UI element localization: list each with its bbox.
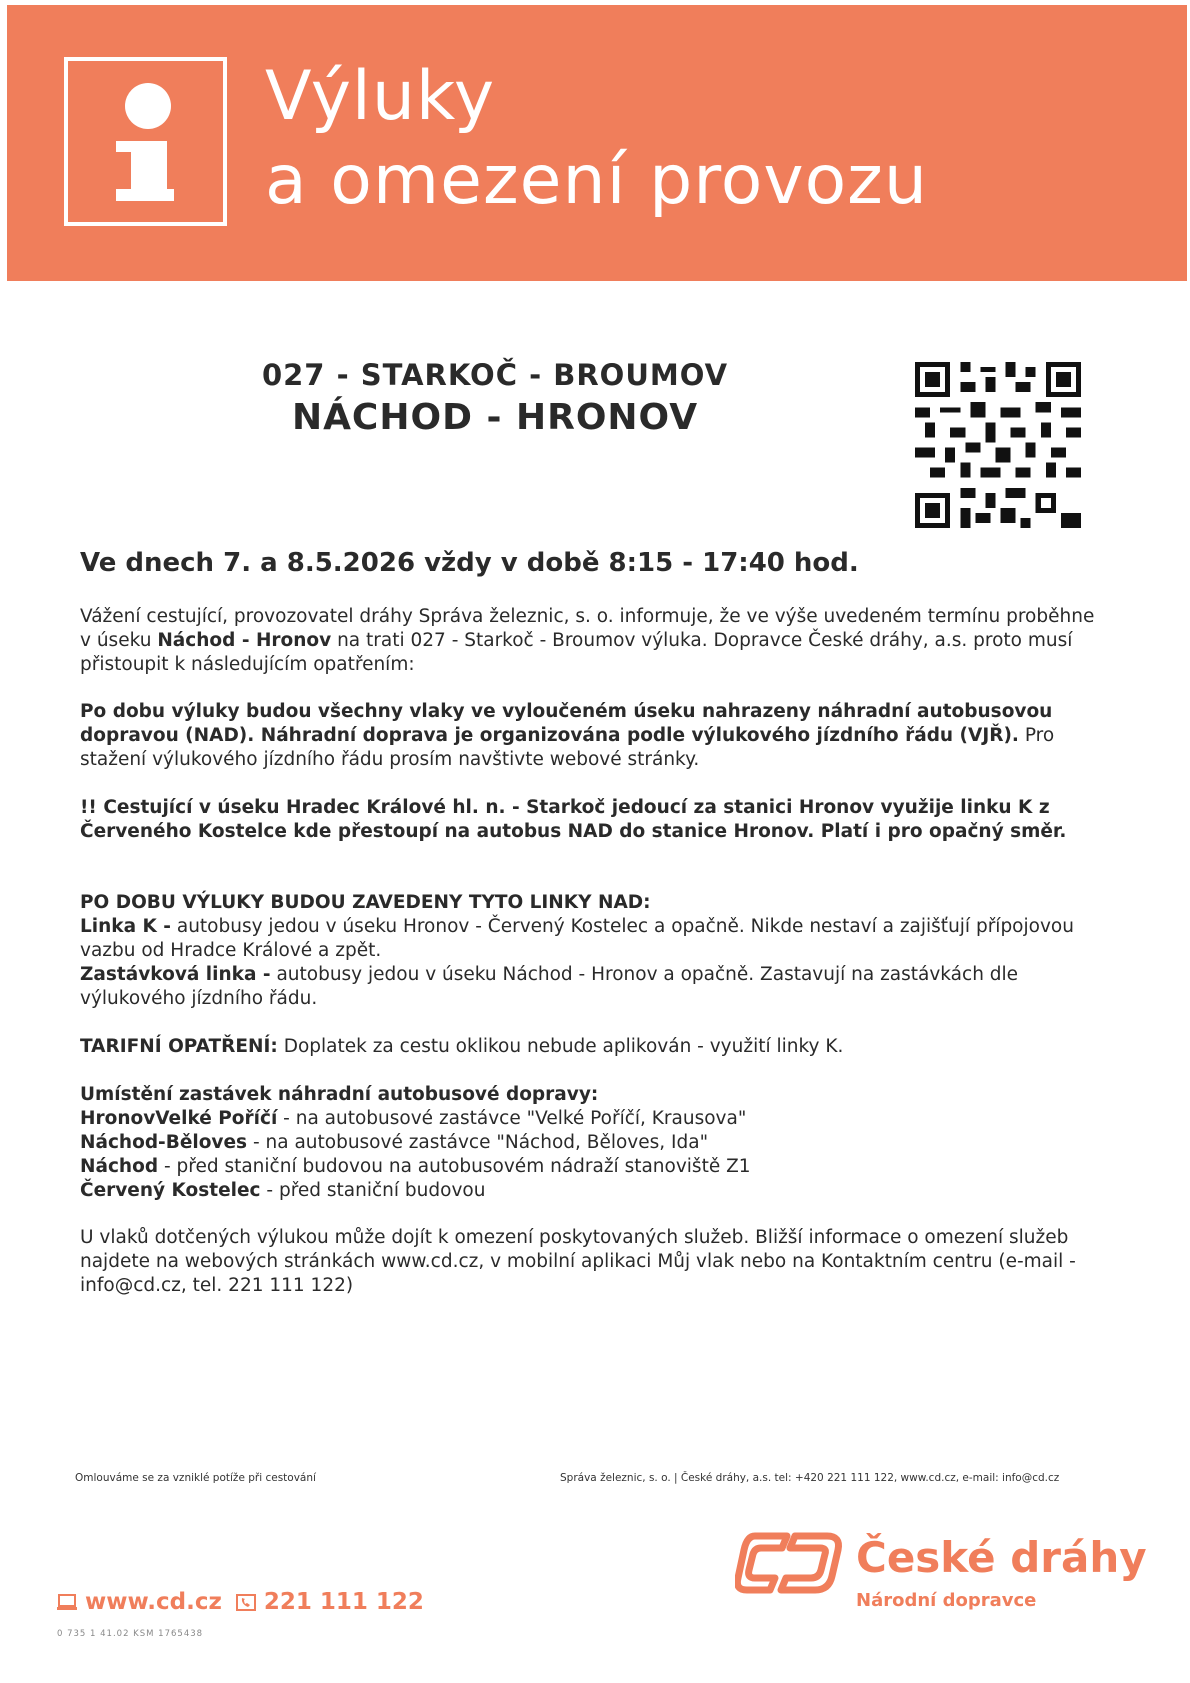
- list-item: [80, 1131, 1110, 1155]
- stop-location: - na autobusové zastávce "Velké Poříčí, Krausova": [277, 1108, 747, 1129]
- info-icon: [64, 57, 227, 226]
- line-k-text: autobusy jedou v úseku Hronov - Červený Kostelec a opačně. Nikde nestaví a zajišťují přípojovou vazbu od Hradce Králové a zpět.: [80, 916, 1074, 961]
- outage-dates: Ve dnech 7. a 8.5.2026 vždy v době 8:15 - 17:40 hod.: [80, 548, 859, 578]
- stop-location: - na autobusové zastávce "Náchod, Běloves, Ida": [247, 1132, 709, 1153]
- computer-icon: [57, 1594, 77, 1611]
- stop-name: Červený Kostelec: [80, 1180, 261, 1201]
- intro-text-1: Vážení cestující, provozovatel dráhy Správa železnic, s. o. informuje, že ve výše uvedeném termínu proběhne v úseku: [80, 606, 1095, 651]
- lines-section: [80, 891, 1110, 1011]
- website-link[interactable]: www.cd.cz: [85, 1589, 222, 1615]
- stops-section: [80, 1083, 1110, 1203]
- tariff-paragraph: [80, 1035, 1110, 1059]
- phone-icon: [236, 1594, 256, 1611]
- list-item: [80, 1107, 1110, 1131]
- brand-subtitle: Národní dopravce: [856, 1590, 1037, 1611]
- stop-location: - před staniční budovou na autobusovém nádraží stanoviště Z1: [158, 1156, 751, 1177]
- warning-paragraph: !! Cestující v úseku Hradec Králové hl. n. - Starkoč jedoucí za stanici Hronov využije linku K z Červeného Kostelce kde přestoupí na autobus NAD do stanice Hronov. Platí i pro opačný směr.: [80, 797, 1067, 842]
- document-code: 0 735 1 41.02 KSM 1765438: [57, 1629, 204, 1639]
- intro-paragraph: [80, 605, 1110, 677]
- title-line-1: Výluky: [265, 57, 496, 136]
- intro-text-2: na trati 027 - Starkoč - Broumov výluka. Dopravce České dráhy, a.s. proto musí přistoupit k následujícím opatřením:: [80, 630, 1073, 675]
- phone-number[interactable]: 221 111 122: [263, 1589, 424, 1615]
- apology-note: Omlouváme se za vzniklé potíže při cestování: [75, 1472, 316, 1484]
- title-line-2: a omezení provozu: [265, 141, 928, 220]
- intro-section: Náchod - Hronov: [157, 630, 332, 651]
- contact-bar: [57, 1589, 424, 1615]
- qr-code[interactable]: [915, 362, 1081, 528]
- footer-contacts: Správa železnic, s. o. | České dráhy, a.s. tel: +420 221 111 122, www.cd.cz, e-mail: info@cd.cz: [560, 1472, 1060, 1484]
- line-z-label: Zastávková linka -: [80, 964, 271, 985]
- stop-name: Náchod-Běloves: [80, 1132, 248, 1153]
- line-z-text: autobusy jedou v úseku Náchod - Hronov a opačně. Zastavují na zastávkách dle výlukového jízdního řádu.: [80, 964, 1019, 1009]
- line-k-label: Linka K -: [80, 916, 171, 937]
- stop-name: Náchod: [80, 1156, 159, 1177]
- stop-location: - před staniční budovou: [260, 1180, 486, 1201]
- header-banner: [7, 5, 1187, 281]
- lines-heading: PO DOBU VÝLUKY BUDOU ZAVEDENY TYTO LINKY NAD:: [80, 892, 651, 913]
- route-section: NÁCHOD - HRONOV: [291, 397, 699, 438]
- route-line: 027 - STARKOČ - BROUMOV: [261, 358, 729, 392]
- tariff-label: TARIFNÍ OPATŘENÍ:: [80, 1036, 278, 1057]
- stop-name: HronovVelké Poříčí: [80, 1108, 278, 1129]
- cd-logo: [735, 1530, 845, 1596]
- tariff-text: Doplatek za cestu oklikou nebude aplikován - využití linky K.: [277, 1036, 844, 1057]
- nad-notice-text: Pro stažení výlukového jízdního řádu prosím navštivte webové stránky.: [80, 725, 1055, 770]
- list-item: [80, 1155, 1110, 1179]
- nad-notice-bold: Po dobu výluky budou všechny vlaky ve vyloučeném úseku nahrazeny náhradní autobusovou dopravou (NAD). Náhradní doprava je organizována podle výlukového jízdního řádu (VJŘ).: [80, 701, 1053, 746]
- services-paragraph: U vlaků dotčených výlukou může dojít k omezení poskytovaných služeb. Bližší informace o omezení služeb najdete na webových stránkách www.cd.cz, v mobilní aplikaci Můj vlak nebo na Kontaktním centru (e-mail - info@cd.cz, tel. 221 111 122): [80, 1227, 1076, 1296]
- page-title: [265, 55, 928, 223]
- brand-name: České dráhy: [856, 1533, 1147, 1582]
- nad-notice-paragraph: [80, 700, 1110, 772]
- stops-heading: Umístění zastávek náhradní autobusové dopravy:: [80, 1084, 599, 1105]
- list-item: [80, 1179, 1110, 1203]
